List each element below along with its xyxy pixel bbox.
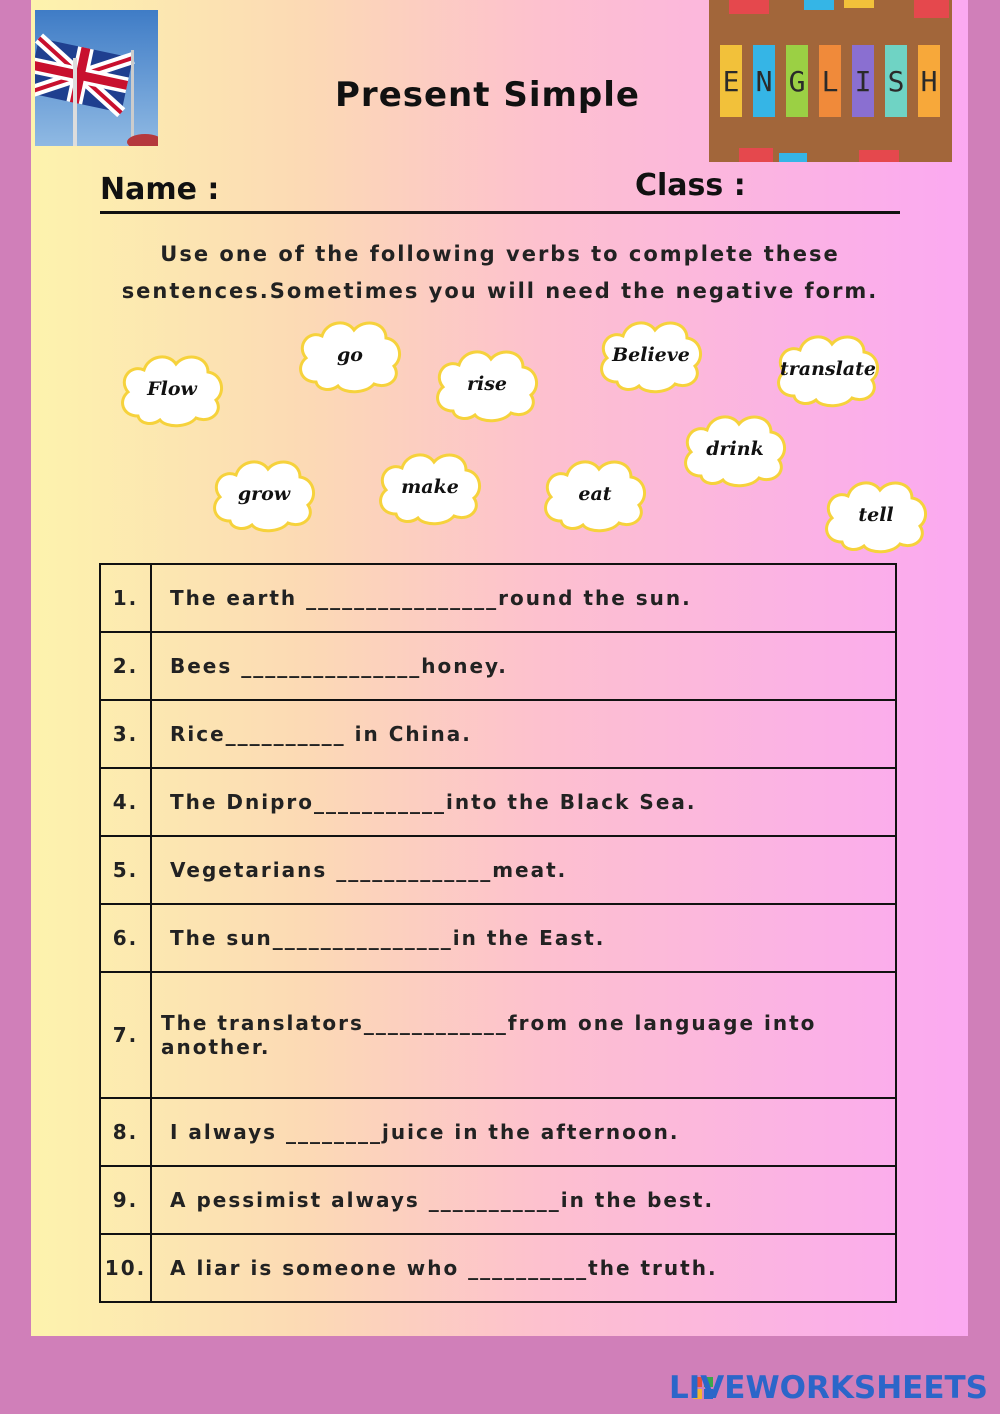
english-banner-image (709, 0, 952, 162)
verb-label: go (337, 344, 363, 366)
exercise-sentence[interactable]: A liar is someone who __________the truth. (151, 1234, 896, 1302)
class-label: Class : (635, 168, 746, 203)
exercise-sentence[interactable]: The translators____________from one language into another. (151, 972, 896, 1098)
exercise-row (100, 768, 896, 836)
verb-cloud[interactable] (679, 410, 791, 488)
exercise-sentence[interactable]: I always ________juice in the afternoon. (151, 1098, 896, 1166)
verb-label: translate (779, 358, 876, 380)
verb-cloud[interactable] (820, 476, 932, 554)
banner-letter-e: E (720, 45, 742, 117)
exercise-number: 8. (100, 1098, 151, 1166)
liveworksheets-brand[interactable]: LIVEWORKSHEETS (669, 1370, 988, 1406)
exercise-row (100, 836, 896, 904)
verb-label: rise (466, 373, 507, 395)
exercise-row (100, 1234, 896, 1302)
verb-cloud[interactable] (374, 448, 486, 526)
verb-cloud[interactable] (772, 330, 884, 408)
exercise-row (100, 564, 896, 632)
exercise-number: 1. (100, 564, 151, 632)
uk-flag-image (35, 10, 158, 146)
verb-cloud[interactable] (208, 455, 320, 533)
banner-letter-n: N (753, 45, 775, 117)
verb-label: tell (858, 504, 894, 526)
exercise-sentence[interactable]: Rice__________ in China. (151, 700, 896, 768)
exercise-number: 9. (100, 1166, 151, 1234)
name-label: Name : (100, 172, 220, 207)
exercise-number: 4. (100, 768, 151, 836)
exercise-sentence[interactable]: The earth ________________round the sun. (151, 564, 896, 632)
exercise-sentence[interactable]: The Dnipro___________into the Black Sea. (151, 768, 896, 836)
verb-label: drink (706, 438, 764, 460)
exercise-row (100, 1166, 896, 1234)
exercise-number: 3. (100, 700, 151, 768)
verb-label: Believe (612, 344, 690, 366)
exercise-sentence[interactable]: Vegetarians _____________meat. (151, 836, 896, 904)
exercise-row (100, 1098, 896, 1166)
exercise-sentence[interactable]: The sun_______________in the East. (151, 904, 896, 972)
verb-label: Flow (147, 378, 197, 400)
verb-label: make (401, 476, 459, 498)
exercise-sentence[interactable]: Bees _______________honey. (151, 632, 896, 700)
name-class-line (100, 211, 900, 214)
verb-cloud[interactable] (116, 350, 228, 428)
exercise-number: 5. (100, 836, 151, 904)
exercise-row (100, 632, 896, 700)
exercise-row (100, 972, 896, 1098)
exercise-number: 6. (100, 904, 151, 972)
instructions: Use one of the following verbs to complete these sentences.Sometimes you will need the negative form. (121, 242, 879, 303)
verb-label: eat (578, 483, 612, 505)
exercise-number: 10. (100, 1234, 151, 1302)
verb-cloud[interactable] (539, 455, 651, 533)
verb-cloud[interactable] (294, 316, 406, 394)
verb-cloud[interactable] (595, 316, 707, 394)
exercise-number: 2. (100, 632, 151, 700)
exercise-sentence[interactable]: A pessimist always ___________in the best. (151, 1166, 896, 1234)
verb-cloud[interactable] (431, 345, 543, 423)
exercise-row (100, 700, 896, 768)
verb-label: grow (237, 483, 291, 505)
exercise-table (99, 563, 897, 1303)
banner-letter-g: G (786, 45, 808, 117)
banner-letter-h: H (918, 45, 940, 117)
banner-letter-i: I (852, 45, 874, 117)
exercise-row (100, 904, 896, 972)
banner-letter-l: L (819, 45, 841, 117)
banner-letter-s: S (885, 45, 907, 117)
exercise-number: 7. (100, 972, 151, 1098)
page-title: Present Simple (335, 75, 640, 115)
